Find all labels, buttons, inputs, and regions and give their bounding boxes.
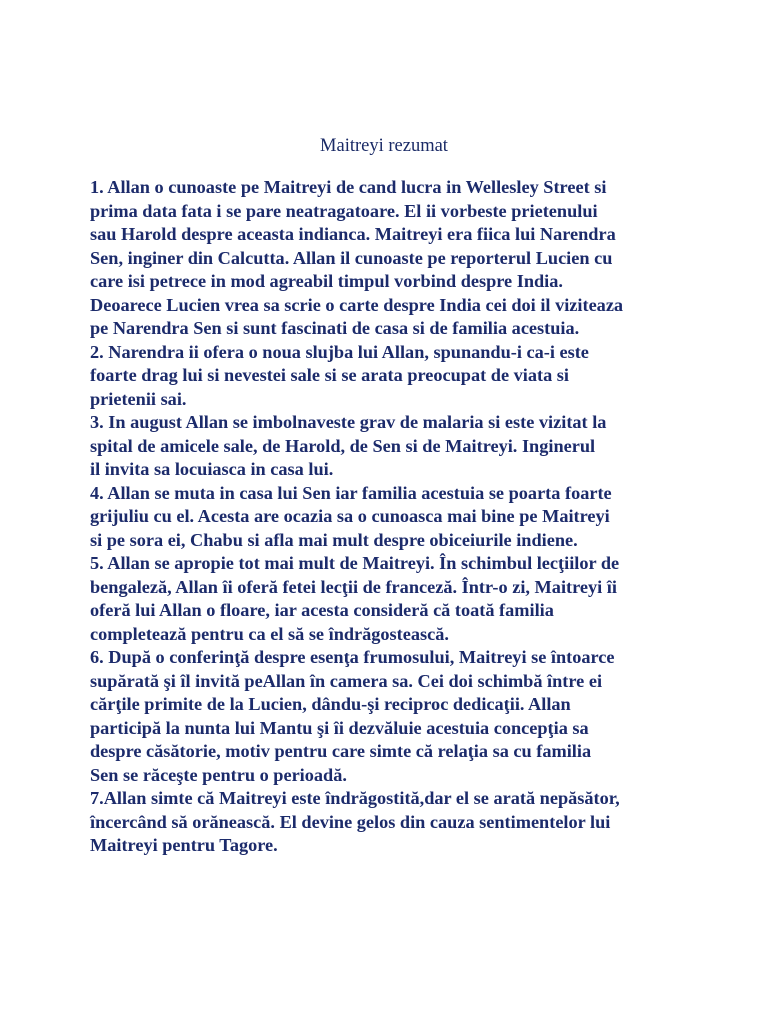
text-line: prietenii sai. xyxy=(90,388,187,409)
document-body xyxy=(90,176,686,858)
text-line: grijuliu cu el. Acesta are ocazia sa o cunoasca mai bine pe Maitreyi xyxy=(90,506,610,526)
text-line: prima data fata i se pare neatragatoare. El ii vorbeste prietenului xyxy=(90,200,598,221)
text-line: si pe sora ei, Chabu si afla mai mult despre obiceiurile indiene. xyxy=(90,529,578,550)
text-line: Sen, inginer din Calcutta. Allan il cunoaste pe reporterul Lucien cu xyxy=(90,247,613,268)
text-line: bengaleză, Allan îi oferă fetei lecţii de franceză. Într-o zi, Maitreyi îi xyxy=(90,576,617,597)
text-line: 2. Narendra ii ofera o noua slujba lui Allan, spunandu-i ca-i este xyxy=(90,341,589,362)
text-line: supărată şi îl invită peAllan în camera sa. Cei doi schimbă între ei xyxy=(90,670,603,691)
text-line: oferă lui Allan o floare, iar acesta consideră că toată familia xyxy=(90,600,554,620)
text-line: Maitreyi pentru Tagore. xyxy=(90,835,278,855)
text-line: participă la nunta lui Mantu şi îi dezvăluie acestuia concepţia sa xyxy=(90,717,589,738)
text-line: despre căsătorie, motiv pentru care simte că relaţia sa cu familia xyxy=(90,741,592,761)
text-line: 5. Allan se apropie tot mai mult de Maitreyi. În schimbul lecţiilor de xyxy=(90,553,620,573)
text-line: 4. Allan se muta in casa lui Sen iar familia acestuia se poarta foarte xyxy=(90,482,612,503)
text-line: spital de amicele sale, de Harold, de Sen si de Maitreyi. Inginerul xyxy=(90,435,596,456)
text-line: il invita sa locuiasca in casa lui. xyxy=(90,459,334,479)
text-line: 6. După o conferinţă despre esenţa frumosului, Maitreyi se întoarce xyxy=(90,647,615,667)
text-line: cărţile primite de la Lucien, dându-şi reciproc dedicaţii. Allan xyxy=(90,694,571,714)
text-line: 1. Allan o cunoaste pe Maitreyi de cand lucra in Wellesley Street si xyxy=(90,177,607,197)
text-line: sau Harold despre aceasta indianca. Maitreyi era fiica lui Narendra xyxy=(90,224,616,244)
text-line: pe Narendra Sen si sunt fascinati de casa si de familia acestuia. xyxy=(90,318,580,338)
text-line: încercând să orănească. El devine gelos din cauza sentimentelor lui xyxy=(90,811,611,832)
text-line: Sen se răceşte pentru o perioadă. xyxy=(90,764,347,785)
text-line: completează pentru ca el să se îndrăgostească. xyxy=(90,623,449,644)
text-line: care isi petrece in mod agreabil timpul vorbind despre India. xyxy=(90,271,563,291)
text-line: 7.Allan simte că Maitreyi este îndrăgostită,dar el se arată nepăsător, xyxy=(90,788,620,808)
text-line: 3. In august Allan se imbolnaveste grav de malaria si este vizitat la xyxy=(90,412,607,432)
text-line: Deoarece Lucien vrea sa scrie o carte despre India cei doi il viziteaza xyxy=(90,294,624,315)
text-line: foarte drag lui si nevestei sale si se arata preocupat de viata si xyxy=(90,365,569,385)
document-title: Maitreyi rezumat xyxy=(320,136,448,156)
